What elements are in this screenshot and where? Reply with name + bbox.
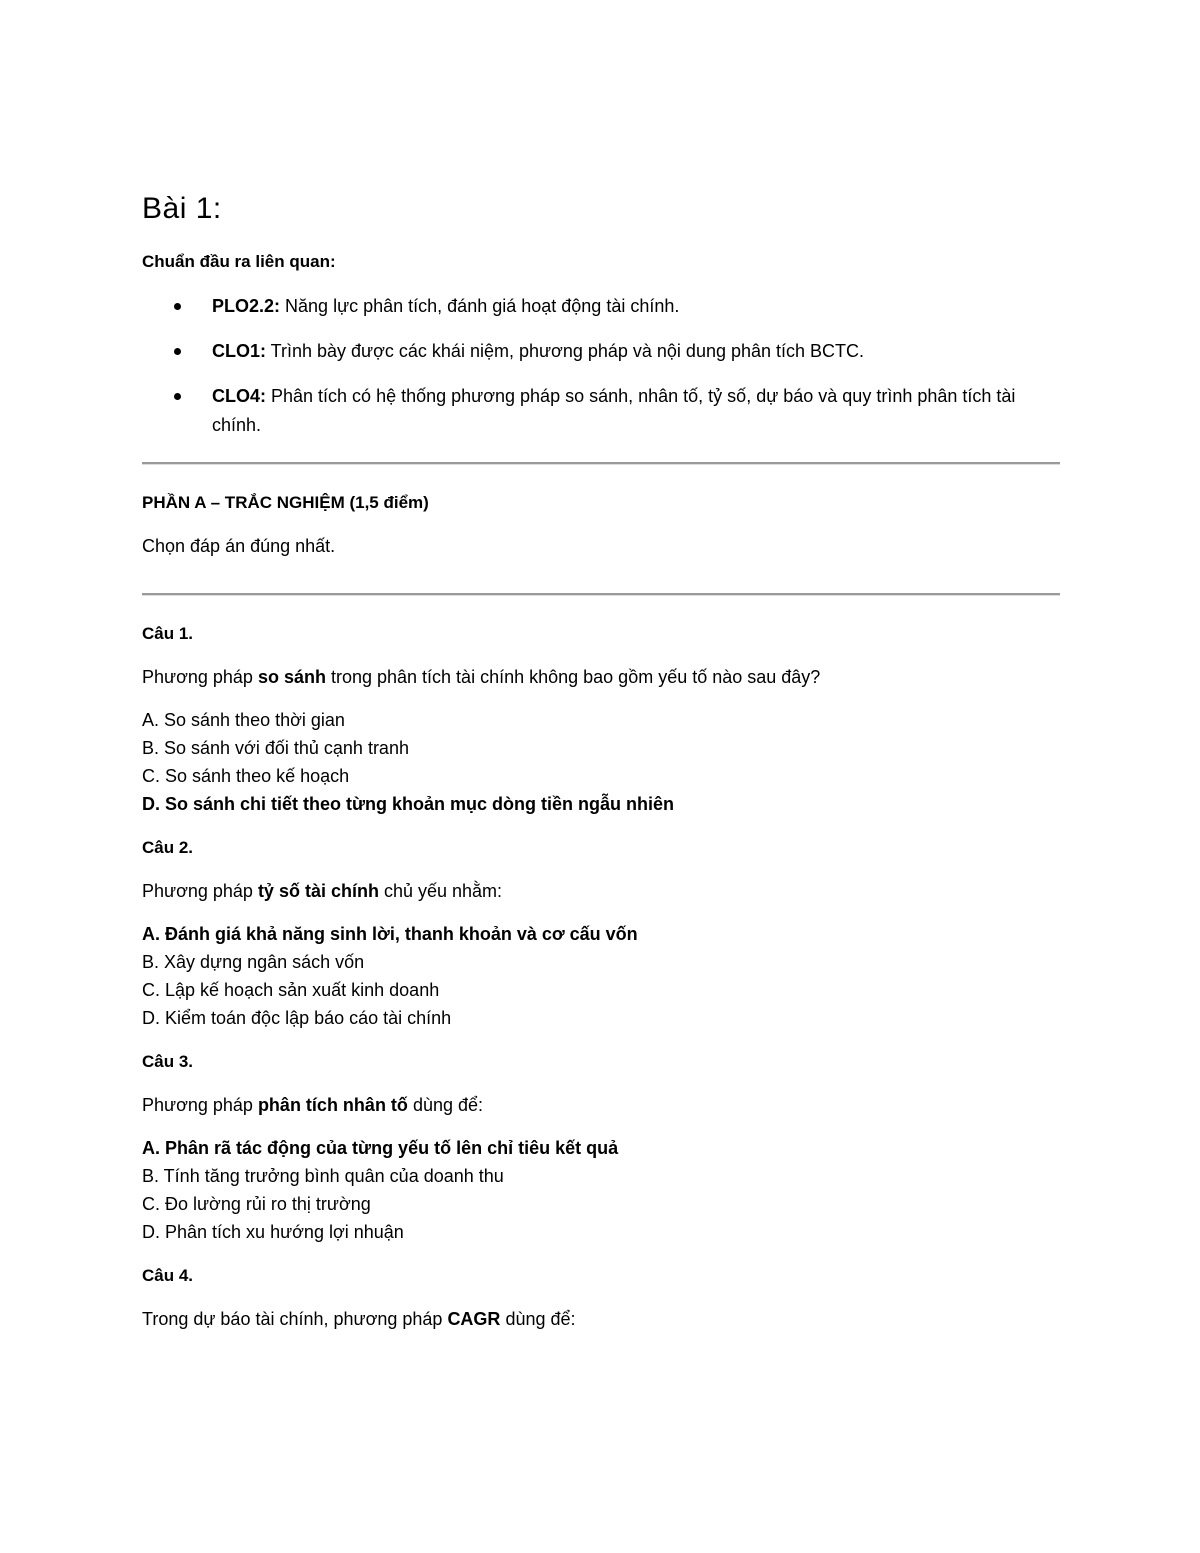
answer-option: A. So sánh theo thời gian <box>142 710 345 730</box>
question-4 <box>142 1264 1060 1332</box>
stem-text: Phương pháp <box>142 667 258 687</box>
outcome-text: Năng lực phân tích, đánh giá hoạt động tài chính. <box>280 296 680 316</box>
outcome-item <box>142 337 1060 366</box>
answer-option-correct: A. Phân rã tác động của từng yếu tố lên chỉ tiêu kết quả <box>142 1138 619 1158</box>
outcome-code: CLO4: <box>212 386 266 406</box>
answer-options <box>142 920 1060 1032</box>
stem-keyword: tỷ số tài chính <box>257 881 379 901</box>
question-label: Câu 3. <box>142 1052 194 1071</box>
answer-option: C. Đo lường rủi ro thị trường <box>142 1194 371 1214</box>
stem-keyword: so sánh <box>257 667 326 687</box>
answer-option-correct: A. Đánh giá khả năng sinh lời, thanh khoản và cơ cấu vốn <box>142 924 638 944</box>
outcome-code: PLO2.2: <box>212 296 281 316</box>
answer-options <box>142 1134 1060 1246</box>
section-a-instruction: Chọn đáp án đúng nhất. <box>142 536 336 556</box>
question-2 <box>142 836 1060 1032</box>
bullet-icon <box>174 303 181 310</box>
stem-text: Trong dự báo tài chính, phương pháp <box>142 1309 448 1329</box>
stem-text: Phương pháp <box>142 1095 258 1115</box>
horizontal-rule <box>142 462 1060 465</box>
stem-keyword: CAGR <box>447 1309 501 1329</box>
outcome-code: CLO1: <box>212 341 266 361</box>
question-label: Câu 1. <box>142 624 194 643</box>
answer-option: D. Kiểm toán độc lập báo cáo tài chính <box>142 1008 452 1028</box>
answer-option: B. Xây dựng ngân sách vốn <box>142 952 365 972</box>
question-label: Câu 4. <box>142 1266 194 1285</box>
question-label: Câu 2. <box>142 838 194 857</box>
outcomes-heading: Chuẩn đầu ra liên quan: <box>142 252 336 271</box>
question-stem <box>142 1092 1060 1118</box>
stem-text: dùng để: <box>500 1309 576 1329</box>
bullet-icon <box>174 393 181 400</box>
stem-text: Phương pháp <box>142 881 258 901</box>
outcome-text: Phân tích có hệ thống phương pháp so sánh, nhân tố, tỷ số, dự báo và quy trình phân tích tài chính. <box>212 386 1016 435</box>
outcome-item <box>142 292 1060 321</box>
stem-text: trong phân tích tài chính không bao gồm yếu tố nào sau đây? <box>325 667 821 687</box>
section-a-title: PHẦN A – TRẮC NGHIỆM (1,5 điểm) <box>142 493 429 512</box>
question-3 <box>142 1050 1060 1246</box>
stem-keyword: phân tích nhân tố <box>257 1095 408 1115</box>
outcome-text: Trình bày được các khái niệm, phương pháp và nội dung phân tích BCTC. <box>266 341 865 361</box>
answer-options <box>142 706 1060 818</box>
question-stem <box>142 664 1060 690</box>
outcome-item <box>142 382 1060 440</box>
answer-option-correct: D. So sánh chi tiết theo từng khoản mục dòng tiền ngẫu nhiên <box>142 794 675 814</box>
answer-option: B. Tính tăng trưởng bình quân của doanh thu <box>142 1166 504 1186</box>
question-stem <box>142 1306 1060 1332</box>
stem-text: dùng để: <box>407 1095 484 1115</box>
question-stem <box>142 878 1060 904</box>
answer-option: C. Lập kế hoạch sản xuất kinh doanh <box>142 980 440 1000</box>
page-content <box>142 188 1060 1332</box>
horizontal-rule <box>142 593 1060 596</box>
answer-option: C. So sánh theo kế hoạch <box>142 766 350 786</box>
answer-option: D. Phân tích xu hướng lợi nhuận <box>142 1222 404 1242</box>
page-title: Bài 1: <box>142 192 222 225</box>
answer-option: B. So sánh với đối thủ cạnh tranh <box>142 738 409 758</box>
question-1 <box>142 622 1060 818</box>
bullet-icon <box>174 348 181 355</box>
stem-text: chủ yếu nhằm: <box>378 881 503 901</box>
outcomes-list <box>142 292 1060 440</box>
